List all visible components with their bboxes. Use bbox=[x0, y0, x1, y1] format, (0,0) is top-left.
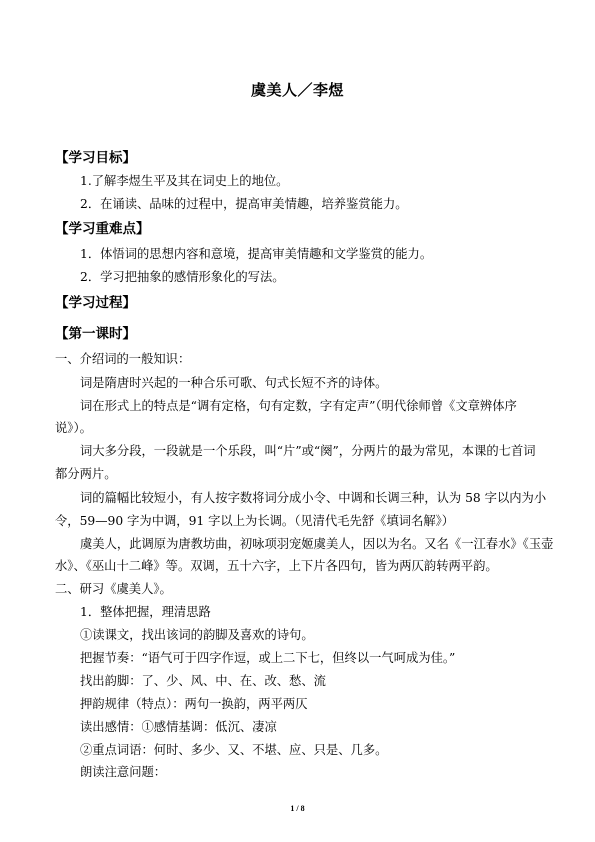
body-line: 虞美人，此调原为唐教坊曲，初咏项羽宠姬虞美人，因以为名。又名《一江春水》《玉壶 bbox=[80, 537, 554, 551]
body-line: 二、研习《虞美人》。 bbox=[55, 582, 172, 596]
body-line: 把握节奏：“语气可于四字作逗，或上二下七，但终以一气呵成为佳。” bbox=[80, 651, 456, 665]
body-line: 水》、《巫山十二峰》等。双调，五十六字，上下片各四句，皆为两仄韵转两平韵。 bbox=[55, 559, 498, 573]
objective-item-2: 2．在诵读、品味的过程中，提高审美情趣，培养鉴赏能力。 bbox=[80, 197, 408, 211]
body-line: 都分两片。 bbox=[55, 467, 117, 481]
section-heading-key-points: 【学习重难点】 bbox=[55, 221, 150, 237]
body-line: 说》）。 bbox=[55, 421, 92, 435]
body-line: 一、介绍词的一般知识： bbox=[55, 352, 191, 366]
body-line: 词的篇幅比较短小，有人按字数将词分成小令、中调和长调三种，认为 58 字以内为小 bbox=[80, 491, 547, 505]
page-title: 虞美人／李煜 bbox=[250, 81, 344, 99]
body-line: ①读课文，找出该词的韵脚及喜欢的诗句。 bbox=[80, 628, 314, 642]
body-line: 词在形式上的特点是“调有定格，句有定数，字有定声”（明代徐师曾《文章辨体序 bbox=[80, 399, 517, 413]
body-line: 找出韵脚：了、少、风、中、在、改、愁、流 bbox=[80, 674, 326, 688]
key-point-item-2: 2．学习把抽象的感情形象化的写法。 bbox=[80, 270, 285, 284]
body-line: ②重点词语：何时、多少、又、不堪、应、只是、几多。 bbox=[80, 743, 388, 757]
section-heading-process: 【学习过程】 bbox=[55, 295, 136, 311]
body-line: 押韵规律（特点）：两句一换韵，两平两仄 bbox=[80, 697, 308, 711]
body-line: 读出感情：①感情基调：低沉、凄凉 bbox=[80, 720, 277, 734]
body-line: 朗读注意问题： bbox=[80, 765, 167, 779]
body-line: 词是隋唐时兴起的一种合乐可歌、句式长短不齐的诗体。 bbox=[80, 376, 388, 390]
objective-item-1: 1.了解李煜生平及其在词史上的地位。 bbox=[80, 174, 289, 188]
key-point-item-1: 1．体悟词的思想内容和意境，提高审美情趣和文学鉴赏的能力。 bbox=[80, 247, 433, 261]
body-line: 令，59—90 字为中调，91 字以上为长调。（见清代毛先舒《填词名解》） bbox=[55, 514, 455, 528]
body-line: 1．整体把握，理清思路 bbox=[80, 605, 211, 619]
section-heading-objectives: 【学习目标】 bbox=[55, 150, 136, 166]
page-number: 1 / 8 bbox=[290, 804, 305, 813]
section-heading-lesson-1: 【第一课时】 bbox=[55, 326, 136, 342]
body-line: 词大多分段，一段就是一个乐段，叫“片”或“阕”，分两片的最为常见，本课的七首词 bbox=[80, 444, 536, 458]
